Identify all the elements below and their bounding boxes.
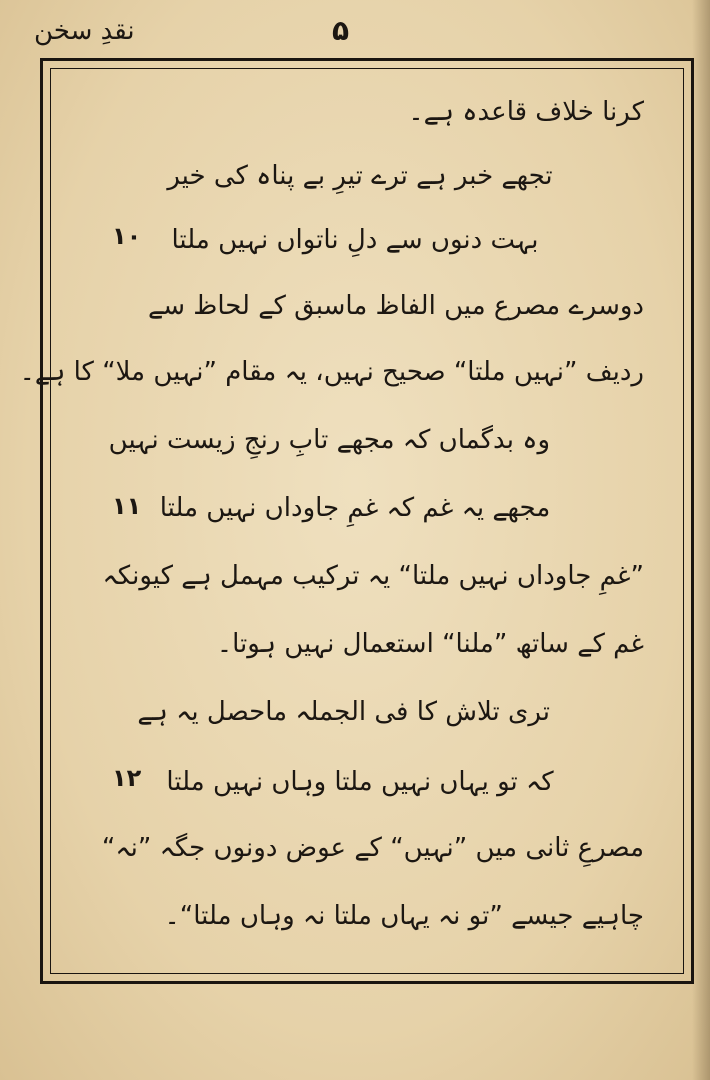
page-spine-shadow [692, 0, 710, 1080]
prose-line: ردیف ”نہیں ملتا“ صحیح نہیں، یہ مقام ”نہیں ملا“ کا ہے۔ [19, 357, 644, 387]
verse-line: کہ تو یہاں نہیں ملتا وہاں نہیں ملتا [166, 767, 554, 797]
verse-line: مجھے یہ غم کہ غمِ جاوداں نہیں ملتا [159, 493, 551, 523]
verse-line: وہ بدگماں کہ مجھے تابِ رنجِ زیست نہیں [108, 425, 550, 455]
running-head [0, 12, 710, 54]
verse-line: تجھے خبر ہے ترے تیرِ بے پناہ کی خیر [167, 161, 553, 191]
prose-line: دوسرے مصرع میں الفاظ ماسبق کے لحاظ سے [148, 291, 644, 321]
prose-line: چاہیے جیسے ”تو نہ یہاں ملتا نہ وہاں ملتا“۔ [164, 901, 644, 931]
prose-line: مصرعِ ثانی میں ”نہیں“ کے عوض دونوں جگہ ”نہ“ [101, 833, 644, 863]
prose-line: کرنا خلاف قاعدہ ہے۔ [408, 97, 644, 127]
verse-number: ۱۲ [112, 764, 142, 792]
verse-line: تری تلاش کا فی الجملہ ماحصل یہ ہے [137, 697, 550, 727]
verse-number: ۱۱ [112, 492, 142, 520]
running-title: نقدِ سخن [34, 16, 135, 46]
page-number: ۵ [332, 14, 350, 47]
prose-line: ”غمِ جاوداں نہیں ملتا“ یہ ترکیب مہمل ہے کیونکہ [102, 561, 644, 591]
verse-number: ۱۰ [112, 222, 142, 250]
verse-line: بہت دنوں سے دلِ ناتواں نہیں ملتا [171, 225, 539, 255]
prose-line: غم کے ساتھ ”ملنا“ استعمال نہیں ہوتا۔ [216, 629, 644, 659]
